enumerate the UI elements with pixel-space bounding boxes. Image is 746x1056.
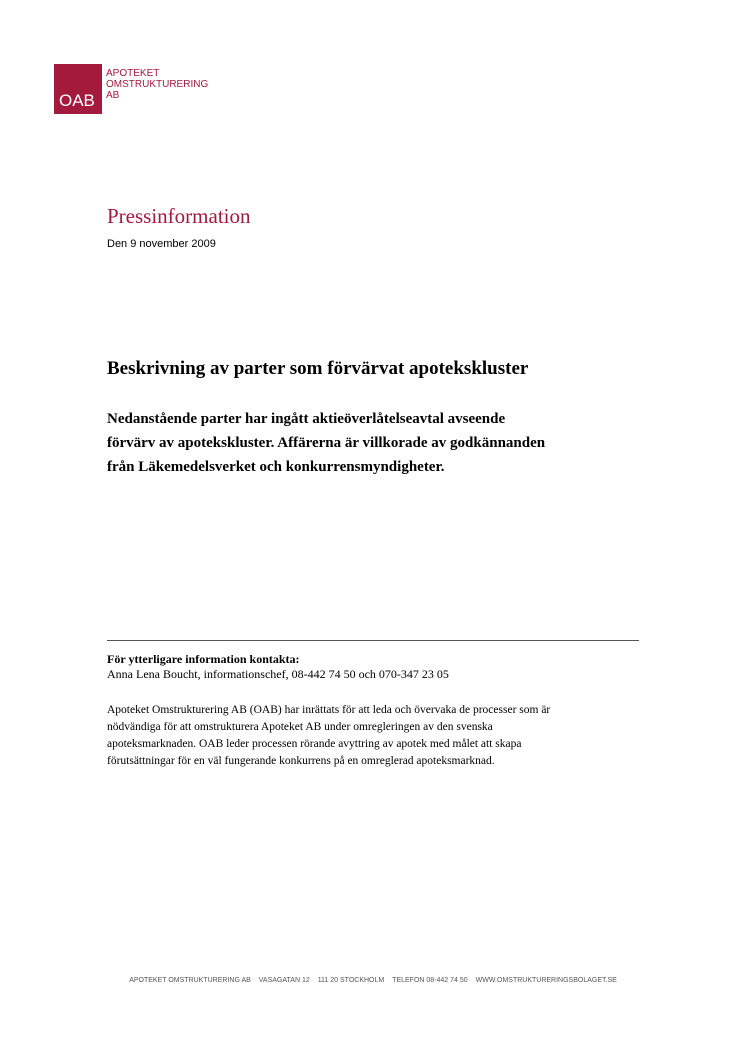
logo-line: AB (106, 90, 120, 101)
contact-person: Anna Lena Boucht, informationschef, 08-442 74 50 och 070-347 23 05 (107, 667, 449, 681)
logo-line: OMSTRUKTURERING (106, 79, 209, 90)
about-paragraph (107, 702, 647, 770)
about-line: Apoteket Omstrukturering AB (OAB) har inrättats för att leda och övervaka de processer som är (107, 704, 551, 716)
press-date: Den 9 november 2009 (107, 238, 216, 250)
logo-line: APOTEKET (106, 68, 160, 79)
logo-wordmark (106, 68, 208, 101)
about-line: apoteksmarknaden. OAB leder processen rörande avyttring av apotek med målet att skapa (107, 738, 522, 750)
footer-phone: TELEFON 08-442 74 50 (392, 977, 468, 984)
press-title: Pressinformation (107, 204, 251, 228)
divider (107, 640, 639, 641)
about-line: nödvändiga för att omstrukturera Apoteket AB under omregleringen av den svenska (107, 721, 493, 733)
footer-company: APOTEKET OMSTRUKTURERING AB (129, 977, 251, 984)
lead-line: förvärv av apotekskluster. Affärerna är villkorade av godkännanden (107, 435, 546, 451)
logo-mark (54, 64, 102, 114)
footer-postal: 111 20 STOCKHOLM (317, 977, 385, 984)
contact-block (107, 652, 449, 682)
logo-mark-text: OAB (59, 91, 95, 110)
lead-line: från Läkemedelsverket och konkurrensmyndigheter. (107, 459, 445, 475)
footer-web: WWW.OMSTRUKTURERINGSBOLAGET.SE (475, 977, 617, 984)
headline: Beskrivning av parter som förvärvat apotekskluster (107, 358, 529, 379)
contact-label: För ytterligare information kontakta: (107, 652, 300, 666)
footer (0, 977, 746, 984)
footer-address: VASAGATAN 12 (258, 977, 310, 984)
lead-paragraph (107, 407, 647, 479)
about-line: förutsättningar för en väl fungerande konkurrens på en omreglerad apoteksmarknad. (107, 755, 495, 767)
lead-line: Nedanstående parter har ingått aktieöverlåtelseavtal avseende (107, 411, 506, 427)
